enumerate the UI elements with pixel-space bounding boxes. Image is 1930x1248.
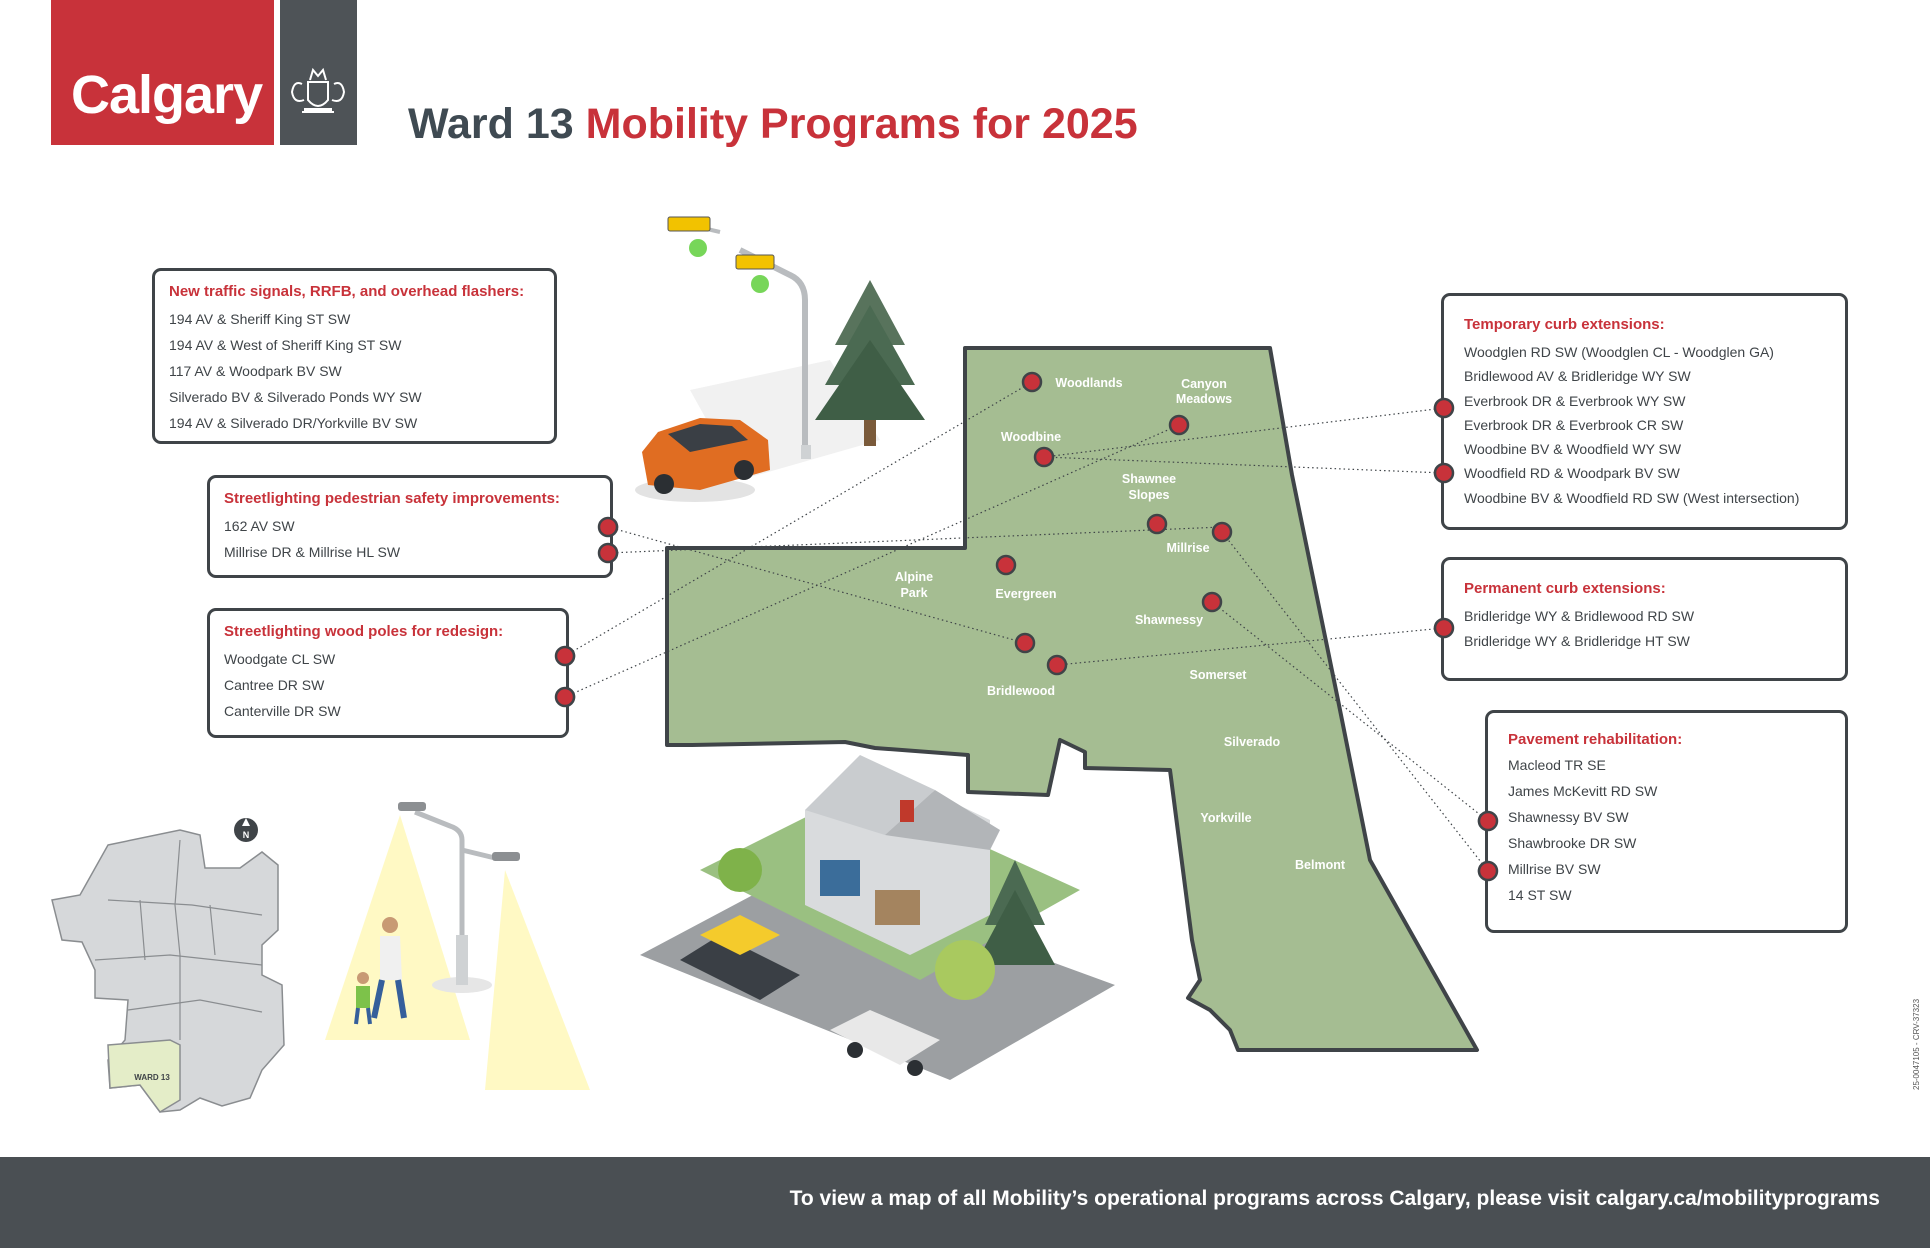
list-item: Bridleridge WY & Bridlewood RD SW <box>1464 608 1695 624</box>
panel-title: Streetlighting pedestrian safety improvements: <box>224 490 560 507</box>
north-label: N <box>242 830 250 840</box>
list-item: 117 AV & Woodpark BV SW <box>169 363 342 379</box>
document-code: 25-0047105 - CRV-37323 <box>1912 998 1921 1090</box>
list-item: Woodfield RD & Woodpark BV SW <box>1464 465 1680 482</box>
panel-permanent-curb <box>1441 557 1848 681</box>
list-item: 162 AV SW <box>224 518 295 534</box>
label-alpine-park-1: Alpine <box>894 570 934 584</box>
list-item: Cantree DR SW <box>224 677 325 693</box>
footer-bar <box>0 1157 1930 1248</box>
streetlight-illustration <box>325 802 590 1090</box>
panel-title: Pavement rehabilitation: <box>1508 731 1683 748</box>
list-item: Bridleridge WY & Bridleridge HT SW <box>1464 632 1690 649</box>
title-main: Mobility Programs for 2025 <box>585 100 1138 148</box>
list-item: Silverado BV & Silverado Ponds WY SW <box>169 389 422 405</box>
list-item: Everbrook DR & Everbrook CR SW <box>1464 416 1684 433</box>
panel-pavement <box>1485 710 1848 933</box>
list-item: James McKevitt RD SW <box>1508 783 1658 799</box>
map-marker <box>1048 656 1066 674</box>
label-alpine-park-2: Park <box>900 586 928 600</box>
car-illustration <box>635 418 770 502</box>
list-item: Shawnessy BV SW <box>1508 809 1629 825</box>
list-item: 14 ST SW <box>1508 887 1572 903</box>
label-canyon-meadows-2: Meadows <box>1175 392 1233 406</box>
list-item: Macleod TR SE <box>1508 757 1606 773</box>
list-item: Shawbrooke DR SW <box>1508 835 1637 851</box>
house-paving-illustration <box>640 755 1115 1080</box>
panel-title: New traffic signals, RRFB, and overhead flashers: <box>169 283 525 300</box>
label-silverado: Silverado <box>1223 735 1281 749</box>
label-shawnee-slopes-2: Slopes <box>1128 488 1170 502</box>
list-item: Woodgate CL SW <box>224 651 336 667</box>
label-shawnee-slopes-1: Shawnee <box>1121 472 1177 486</box>
list-item: 194 AV & Silverado DR/Yorkville BV SW <box>169 415 418 431</box>
panel-wood-poles <box>207 608 569 738</box>
map-marker <box>1023 373 1041 391</box>
list-item: Woodbine BV & Woodfield RD SW (West intersection) <box>1464 489 1800 506</box>
list-item: Canterville DR SW <box>224 703 341 719</box>
label-bridlewood: Bridlewood <box>986 684 1056 698</box>
title-prefix: Ward 13 <box>408 100 574 148</box>
label-somerset: Somerset <box>1189 668 1247 682</box>
label-yorkville: Yorkville <box>1200 811 1252 825</box>
inset-city-map <box>52 818 284 1112</box>
panel-title: Streetlighting wood poles for redesign: <box>224 623 504 640</box>
list-item: 194 AV & West of Sheriff King ST SW <box>169 337 402 353</box>
map-marker <box>1170 416 1188 434</box>
list-item: Millrise DR & Millrise HL SW <box>224 544 401 560</box>
list-item: Woodglen RD SW (Woodglen CL - Woodglen GA) <box>1464 344 1774 360</box>
logo-text: Calgary <box>71 65 263 125</box>
label-woodlands: Woodlands <box>1055 376 1123 390</box>
list-item: Everbrook DR & Everbrook WY SW <box>1464 392 1686 409</box>
inset-ward-label: WARD 13 <box>134 1073 170 1082</box>
list-item: Bridlewood AV & Bridleridge WY SW <box>1464 368 1691 385</box>
label-belmont: Belmont <box>1295 858 1345 872</box>
panel-traffic-signals <box>152 268 557 444</box>
map-marker <box>1213 523 1231 541</box>
label-evergreen: Evergreen <box>995 587 1057 601</box>
label-millrise: Millrise <box>1166 541 1210 555</box>
panel-streetlighting-safety <box>207 475 613 578</box>
list-item: Woodbine BV & Woodfield WY SW <box>1464 441 1682 458</box>
panel-temporary-curb <box>1441 293 1848 530</box>
map-marker <box>1148 515 1166 533</box>
panel-title: Permanent curb extensions: <box>1464 580 1666 597</box>
panel-title: Temporary curb extensions: <box>1464 316 1665 333</box>
map-marker <box>1203 593 1221 611</box>
map-marker <box>997 556 1015 574</box>
label-woodbine: Woodbine <box>1000 430 1062 444</box>
map-marker <box>1035 448 1053 466</box>
list-item: Millrise BV SW <box>1508 861 1601 877</box>
list-item: 194 AV & Sheriff King ST SW <box>169 311 351 327</box>
label-shawnessy: Shawnessy <box>1134 613 1204 627</box>
map-marker <box>1016 634 1034 652</box>
footer-link-text[interactable]: To view a map of all Mobility’s operational programs across Calgary, please visit calgary.ca/mobilityprograms <box>789 1187 1880 1210</box>
label-canyon-meadows-1: Canyon <box>1181 377 1227 391</box>
